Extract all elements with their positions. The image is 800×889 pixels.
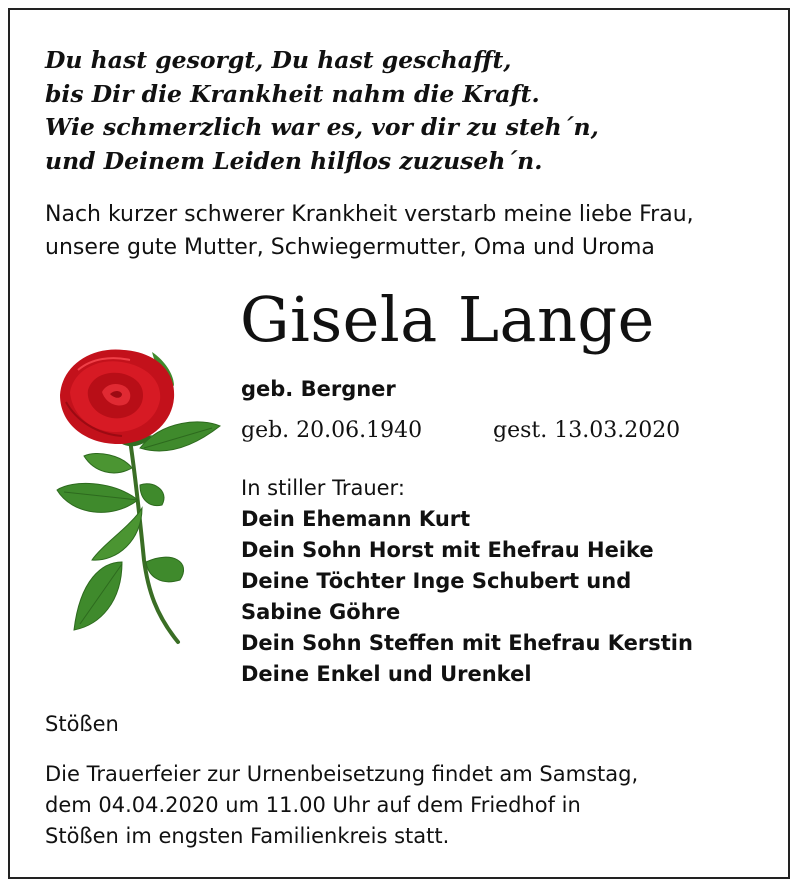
poem-line: Du hast gesorgt, Du hast geschafft, — [45, 46, 512, 74]
mourners-label: In stiller Trauer: — [241, 476, 405, 500]
place-name: Stößen — [45, 712, 119, 736]
funeral-line: Die Trauerfeier zur Urnenbeisetzung findet am Samstag, — [45, 762, 639, 786]
funeral-line: Stößen im engsten Familienkreis statt. — [45, 824, 450, 848]
mourner-line: Deine Enkel und Urenkel — [241, 662, 532, 686]
intro-line: unsere gute Mutter, Schwiegermutter, Oma und Uroma — [45, 235, 655, 260]
mourner-line: Dein Ehemann Kurt — [241, 507, 471, 531]
intro-line: Nach kurzer schwerer Krankheit verstarb meine liebe Frau, — [45, 202, 694, 227]
mourner-line: Dein Sohn Steffen mit Ehefrau Kerstin — [241, 631, 693, 655]
mourner-line: Dein Sohn Horst mit Ehefrau Heike — [241, 538, 654, 562]
funeral-notice — [45, 759, 638, 852]
red-rose-icon — [52, 340, 222, 645]
funeral-line: dem 04.04.2020 um 11.00 Uhr auf dem Friedhof in — [45, 793, 581, 817]
intro-text — [45, 198, 694, 264]
deceased-name: Gisela Lange — [240, 283, 655, 356]
mourners-list — [241, 504, 693, 690]
life-dates — [241, 415, 681, 447]
poem-line: bis Dir die Krankheit nahm die Kraft. — [45, 79, 540, 108]
poem-line: und Deinem Leiden hilflos zuzuseh´n. — [45, 146, 543, 175]
death-date: gest. 13.03.2020 — [493, 418, 681, 443]
mourner-line: Sabine Göhre — [241, 600, 401, 624]
mourner-line: Deine Töchter Inge Schubert und — [241, 569, 632, 593]
poem-line: Wie schmerzlich war es, vor dir zu steh´n, — [45, 113, 599, 141]
birth-date: geb. 20.06.1940 — [241, 418, 423, 443]
poem — [45, 44, 599, 178]
maiden-name: geb. Bergner — [241, 377, 396, 401]
